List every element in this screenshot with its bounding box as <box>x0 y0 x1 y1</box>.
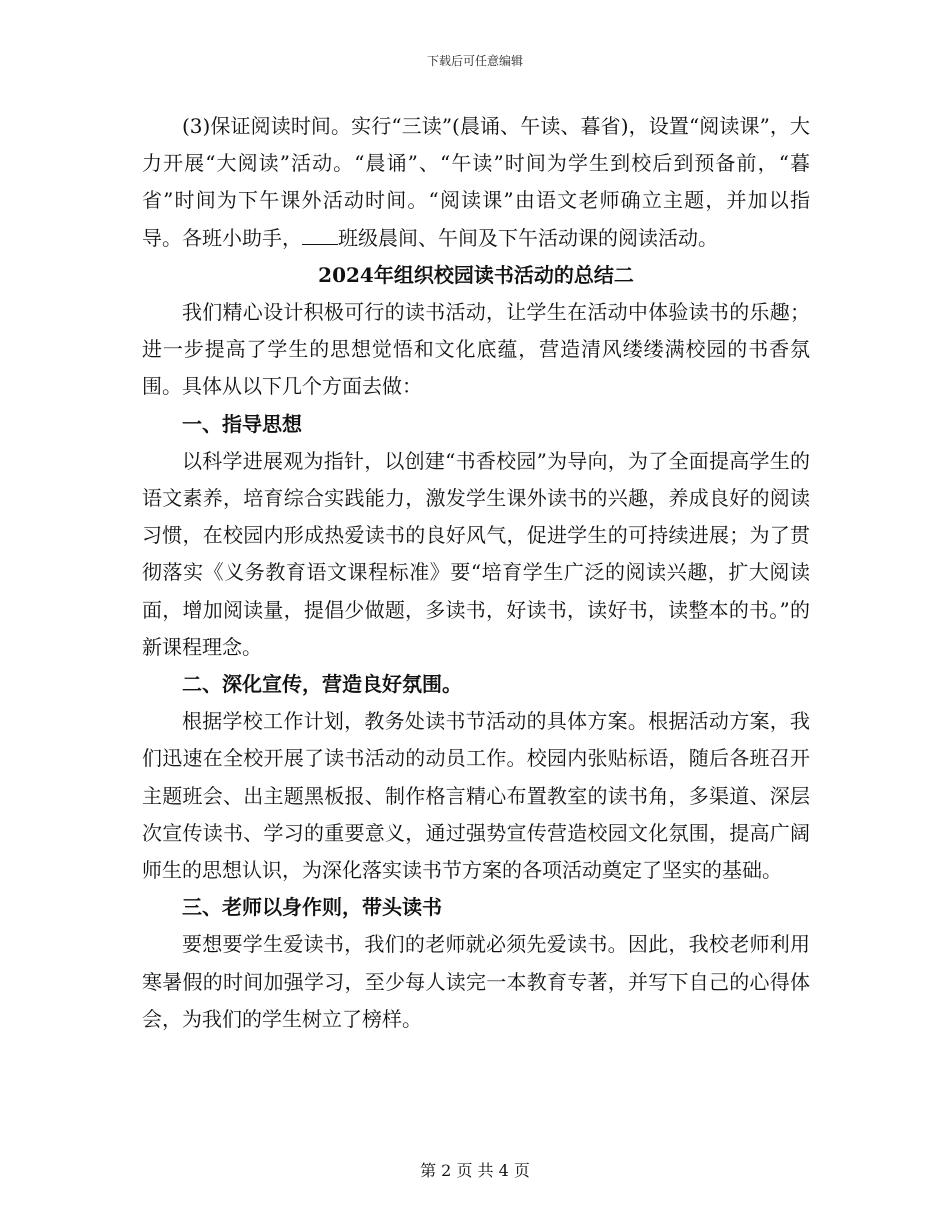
heading-guiding-thought: 一、指导思想 <box>182 411 302 436</box>
paragraph-guiding-thought: 以科学进展观为指针，以创建“书香校园”为导向，为了全面提高学生的语文素养，培育综合实践能力，激发学生课外读书的兴趣，养成良好的阅读习惯，在校园内形成热爱读书的良好风气，促进学生的可持续进展；为了贯彻落实《义务教育语文课程标准》要“培育学生广泛的阅读兴趣，扩大阅读面，增加阅读量，提倡少做题，多读书，好读书，读好书，读整本的书。”的新课程理念。 <box>142 448 810 659</box>
document-body <box>142 108 810 1038</box>
paragraph-publicity: 根据学校工作计划，教务处读书节活动的具体方案。根据活动方案，我们迅速在全校开展了读书活动的动员工作。校园内张贴标语，随后各班召开主题班会、出主题黑板报、制作格言精心布置教室的读书角，多渠道、深层次宣传读书、学习的重要意义，通过强势宣传营造校园文化氛围，提高广阔师生的思想认识，为深化落实读书节方案的各项活动奠定了坚实的基础。 <box>142 709 810 883</box>
heading-publicity: 二、深化宣传，营造良好氛围。 <box>182 672 462 697</box>
paragraph-intro: 我们精心设计积极可行的读书活动，让学生在活动中体验读书的乐趣；进一步提高了学生的思想觉悟和文化底蕴，营造清风缕缕满校园的书香氛围。具体从以下几个方面去做： <box>142 300 810 399</box>
page-footer: 第 2 页 共 4 页 <box>420 1161 530 1180</box>
page-header: 下载后可任意编辑 <box>426 54 523 68</box>
paragraph-reading-time <box>142 108 810 257</box>
fill-in-blank <box>302 226 338 245</box>
paragraph-text: 班级晨间、午间及下午活动课的阅读活动。 <box>338 225 718 250</box>
paragraph-teachers-example: 要想要学生爱读书，我们的老师就必须先爱读书。因此，我校老师利用寒暑假的时间加强学习，至少每人读完一本教育专著，并写下自己的心得体会，为我们的学生树立了榜样。 <box>142 932 810 1031</box>
paragraph-text: (3)保证阅读时间。实行“三读”(晨诵、午读、暮省)，设置“阅读课”，大力开展“大阅读”活动。“晨诵”、“午读”时间为学生到校后到预备前，“暮省”时间为下午课外活动时间。“阅读课”由语文老师确立主题，并加以指导。各班小助手， <box>142 114 810 250</box>
section-title: 2024年组织校园读书活动的总结二 <box>318 262 634 287</box>
heading-teachers-example: 三、老师以身作则，带头读书 <box>182 895 442 920</box>
